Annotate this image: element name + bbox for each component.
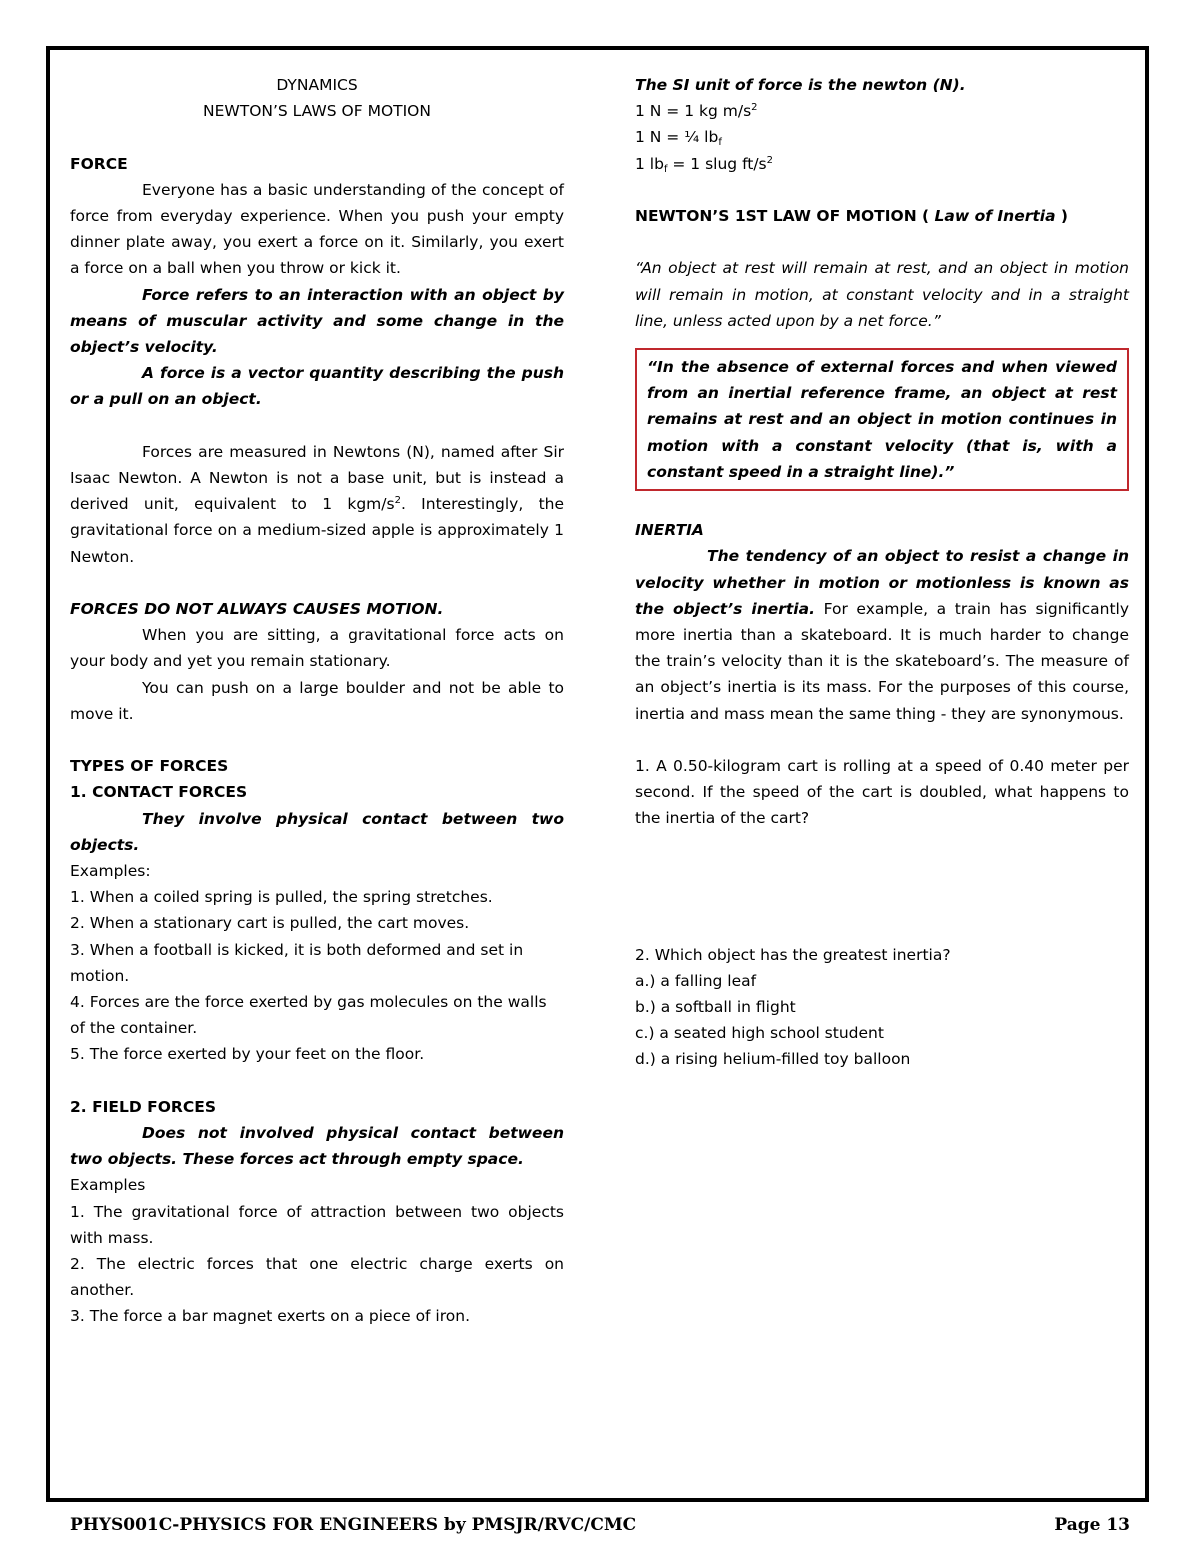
list-item: 1. When a coiled spring is pulled, the spring stretches. [70, 888, 493, 907]
not-always-heading: FORCES DO NOT ALWAYS CAUSES MOTION. [70, 600, 444, 619]
equation-3: 1 $lb_f = 1$ slug $ft/s^2$ [635, 154, 774, 175]
list-item: a.) a falling leaf [635, 971, 757, 990]
question-1: 1. A 0.50-kilogram cart is rolling at a speed of 0.40 meter per second. If the speed of the cart is doubled, what happens to the inertia of the cart? [635, 757, 1129, 828]
equation-2: 1 N = ⅟₄ $lb_f$ [635, 128, 722, 149]
contact-definition: They involve physical contact between two objects. [70, 809, 564, 854]
list-item: 1. The gravitational force of attraction between two objects with mass. [70, 1202, 564, 1247]
list-item: b.) a softball in flight [635, 998, 796, 1017]
doc-title: DYNAMICS [276, 76, 358, 94]
list-item: d.) a rising helium-filled toy balloon [635, 1050, 911, 1069]
types-heading: TYPES OF FORCES [70, 757, 229, 776]
left-column [70, 72, 564, 1330]
law1-boxed-quote: “In the absence of external forces and when viewed from an inertial reference frame, an object at rest remains at rest and an object in motion continues in motion with a constant velocity (that is, with a constant speed in a straight line).” [635, 348, 1129, 491]
list-item: 2. When a stationary cart is pulled, the cart moves. [70, 914, 470, 933]
force-paragraph: Everyone has a basic understanding of the concept of force from everyday experience. When you push your empty dinner plate away, you exert a force on it. Similarly, you exert a force on a ball when you throw or kick it. [70, 180, 564, 278]
si-unit-line: The SI unit of force is the newton (N). [635, 76, 966, 94]
force-definition-2: A force is a vector quantity describing the push or a pull on an object. [70, 364, 564, 409]
inertia-heading: INERTIA [635, 521, 704, 540]
footer-page-number: Page 13 [1054, 1515, 1130, 1535]
equation-1: 1 N = 1 kg $m/s^2$ [635, 102, 758, 121]
field-heading: 2. FIELD FORCES [70, 1097, 216, 1116]
doc-subtitle: NEWTON’S LAWS OF MOTION [203, 102, 431, 121]
list-item: 2. The electric forces that one electric charge exerts on another. [70, 1255, 564, 1300]
inertia-paragraph: The tendency of an object to resist a change in velocity whether in motion or motionless is known as the object’s inertia. For example, a train has significantly more inertia than a skateboard. It is much harder to change the train’s velocity than it is the skateboard’s. The measure of an object’s inertia is its mass. For the purposes of this course, inertia and mass mean the same thing - they are synonymous. [635, 547, 1129, 723]
sitting-paragraph: When you are sitting, a gravitational force acts on your body and yet you remain stationary. [70, 626, 564, 671]
examples-label: Examples [70, 1176, 146, 1195]
question-2: 2. Which object has the greatest inertia? [635, 945, 951, 964]
list-item: 3. The force a bar magnet exerts on a piece of iron. [70, 1307, 471, 1326]
force-heading: FORCE [70, 154, 128, 173]
footer-course: PHYS001C-PHYSICS FOR ENGINEERS by PMSJR/RVC/CMC [70, 1515, 637, 1535]
force-definition-1: Force refers to an interaction with an object by means of muscular activity and some change in the object’s velocity. [70, 285, 564, 357]
examples-label: Examples: [70, 862, 151, 881]
forces-measured-paragraph: Forces are measured in Newtons (N), named after Sir Isaac Newton. A Newton is not a base unit, but is instead a derived unit, equivalent to 1 kgm/$s^2$. Interestingly, the gravitational force on a medium-sized apple is approximately 1 Newton. [70, 442, 565, 566]
list-item: 5. The force exerted by your feet on the floor. [70, 1045, 425, 1064]
right-column [635, 72, 1129, 1073]
contact-heading: 1. CONTACT FORCES [70, 783, 248, 802]
list-item: 3. When a football is kicked, it is both deformed and set in motion. [70, 940, 524, 985]
law1-heading: NEWTON’S 1ST LAW OF MOTION ( Law of Inertia ) [635, 207, 1069, 225]
list-item: c.) a seated high school student [635, 1024, 884, 1043]
list-item: 4. Forces are the force exerted by gas molecules on the walls of the container. [70, 993, 547, 1038]
field-definition: Does not involved physical contact between two objects. These forces act through empty space. [70, 1124, 564, 1169]
boulder-paragraph: You can push on a large boulder and not be able to move it. [70, 678, 564, 723]
law1-quote: “An object at rest will remain at rest, and an object in motion will remain in motion, at constant velocity and in a straight line, unless acted upon by a net force.” [635, 259, 1129, 330]
